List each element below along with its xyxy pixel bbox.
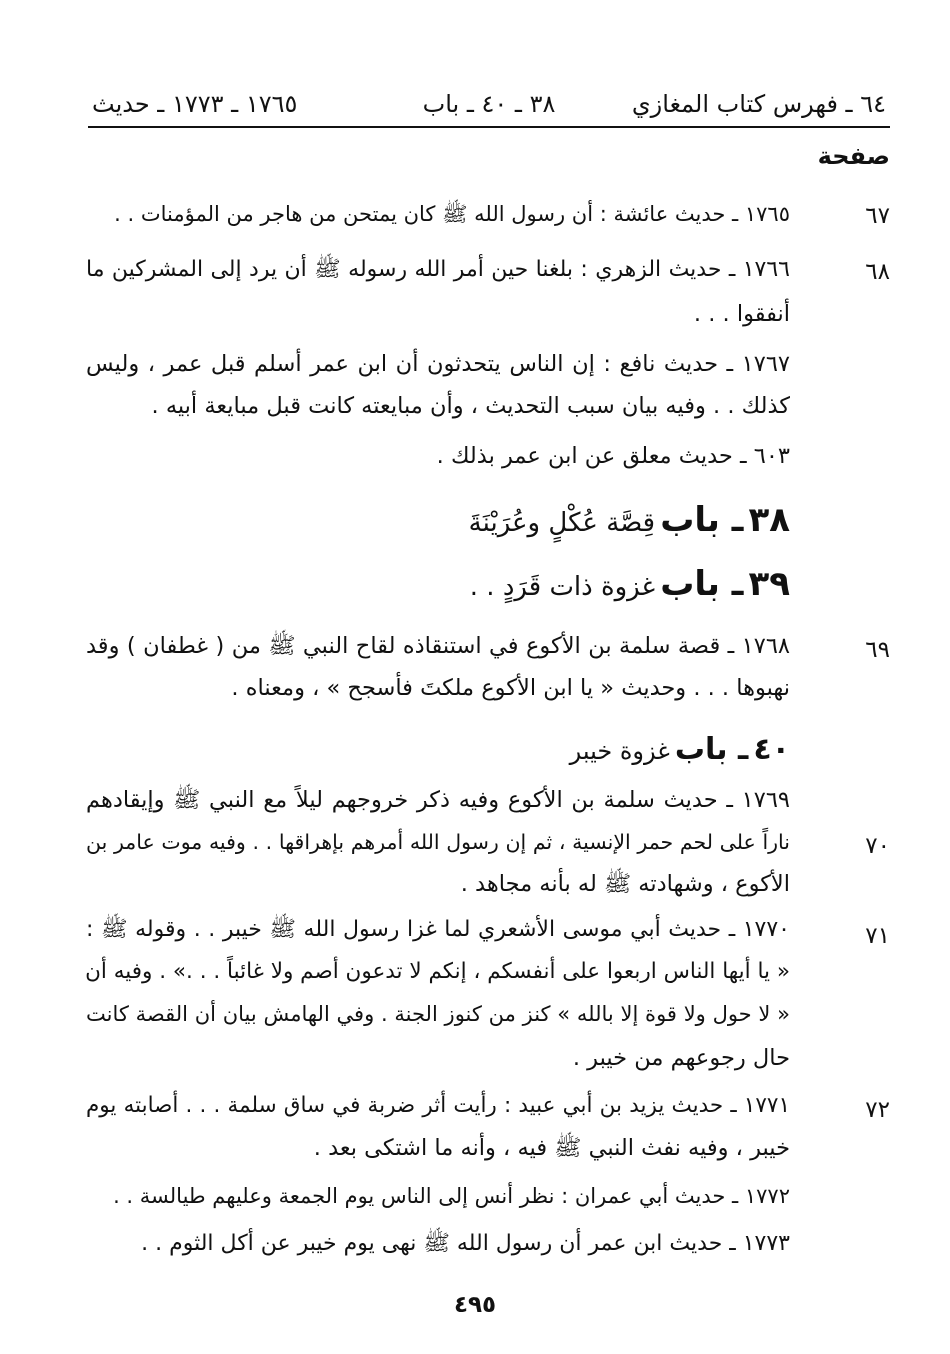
- index-entry-line: ١٧٧٣ ـ حديث ابن عمر أن رسول الله ﷺ نهى يوم خيبر عن أكل الثوم . .: [141, 1231, 790, 1256]
- page-number: ٤٩٥: [453, 1292, 497, 1318]
- index-entry-line: الأكوع ، وشهادته ﷺ له بأنه مجاهد .: [460, 871, 790, 897]
- index-entry-line: كذلك . . وفيه بيان سبب التحديث ، وأن مبايعته كانت قبل مبايعة أبيه .: [151, 393, 790, 419]
- index-entry-line: « لا حول ولا قوة إلا بالله » كنز من كنوز الجنة . وفي الهامش بيان أن القصة كانت: [86, 1002, 790, 1026]
- chapter-title: غزوة ذات قَرَدٍ . .: [469, 572, 656, 602]
- chapter-title: قِصَّة عُكْلٍ وعُرَيْنَةَ: [468, 508, 656, 538]
- page-ref: ٦٨: [865, 259, 890, 285]
- chapter-word: باب: [660, 564, 720, 604]
- page-ref: ٦٧: [865, 203, 890, 229]
- index-entry-line: ١٧٦٥ ـ حديث عائشة : أن رسول الله ﷺ كان يمتحن من هاجر من المؤمنات . .: [114, 202, 790, 226]
- chapter-heading-38: ٣٨ ـ باب قِصَّة عُكْلٍ وعُرَيْنَةَ: [468, 500, 790, 540]
- page-column-label: صفحة: [817, 142, 890, 170]
- index-entry-line: أنفقوا . . .: [693, 301, 790, 327]
- index-entry-line: ١٧٦٨ ـ قصة سلمة بن الأكوع في استنقاذه لقاح النبي ﷺ من ( غطفان ) وقد: [86, 633, 790, 659]
- page-ref: ٧٢: [865, 1097, 890, 1123]
- header-hadith-range: ١٧٦٥ ـ ١٧٧٣ ـ حديث: [92, 90, 298, 118]
- chapter-word: باب: [660, 500, 720, 540]
- chapter-number: ٣٩: [748, 564, 790, 604]
- index-entry-line: ٦٠٣ ـ حديث معلق عن ابن عمر بذلك .: [436, 443, 790, 469]
- page-ref: ٦٩: [865, 637, 890, 663]
- chapter-heading-39: ٣٩ ـ باب غزوة ذات قَرَدٍ . .: [469, 564, 790, 604]
- index-entry-line: ١٧٧٢ ـ حديث أبي عمران : نظر أنس إلى الناس يوم الجمعة وعليهم طيالسة . .: [113, 1184, 790, 1208]
- page-ref: ٧١: [865, 923, 890, 949]
- index-entry-line: ١٧٦٩ ـ حديث سلمة بن الأكوع وفيه ذكر خروجهم ليلاً مع النبي ﷺ وإيقادهم: [86, 787, 790, 813]
- index-entry-line: ١٧٧١ ـ حديث يزيد بن أبي عبيد : رأيت أثر ضربة في ساق سلمة . . . أصابته يوم: [86, 1093, 790, 1118]
- index-entry-line: حال رجوعهم من خيبر .: [572, 1045, 790, 1071]
- chapter-number: ٤٠: [753, 732, 790, 767]
- chapter-heading-40: ٤٠ ـ باب غزوة خيبر: [569, 732, 790, 767]
- header-section-title: ٦٤ ـ فهرس كتاب المغازي: [631, 90, 886, 118]
- chapter-number: ٣٨: [748, 500, 790, 540]
- chapter-word: باب: [674, 732, 728, 767]
- index-entry-line: ١٧٦٧ ـ حديث نافع : إن الناس يتحدثون أن ابن عمر أسلم قبل عمر ، وليس: [86, 351, 790, 377]
- index-entry-line: ١٧٧٠ ـ حديث أبي موسى الأشعري لما غزا رسول الله ﷺ خيبر . . وقوله ﷺ :: [86, 917, 790, 942]
- index-entry-line: ١٧٦٦ ـ حديث الزهري : بلغنا حين أمر الله رسوله ﷺ أن يرد إلى المشركين ما: [86, 257, 790, 282]
- index-entry-line: نهبوها . . . وحديث « يا ابن الأكوع ملكتَ فأسجح » ، ومعناه .: [231, 675, 790, 701]
- chapter-title: غزوة خيبر: [569, 737, 670, 765]
- running-header: [88, 86, 890, 128]
- index-entry-line: ناراً على لحم حمر الإنسية ، ثم إن رسول الله أمرهم بإهراقها . . وفيه موت عامر بن: [86, 830, 790, 854]
- page-ref: ٧٠: [865, 833, 890, 859]
- index-entry-line: « يا أيها الناس اربعوا على أنفسكم ، إنكم لا تدعون أصم ولا غائباً . . .» . وفيه أن: [85, 959, 790, 984]
- index-entry-line: خيبر ، وفيه نفث النبي ﷺ فيه ، وأنه ما اشتكى بعد .: [313, 1135, 790, 1161]
- header-chapter-range: ٣٨ ـ ٤٠ ـ باب: [422, 90, 556, 118]
